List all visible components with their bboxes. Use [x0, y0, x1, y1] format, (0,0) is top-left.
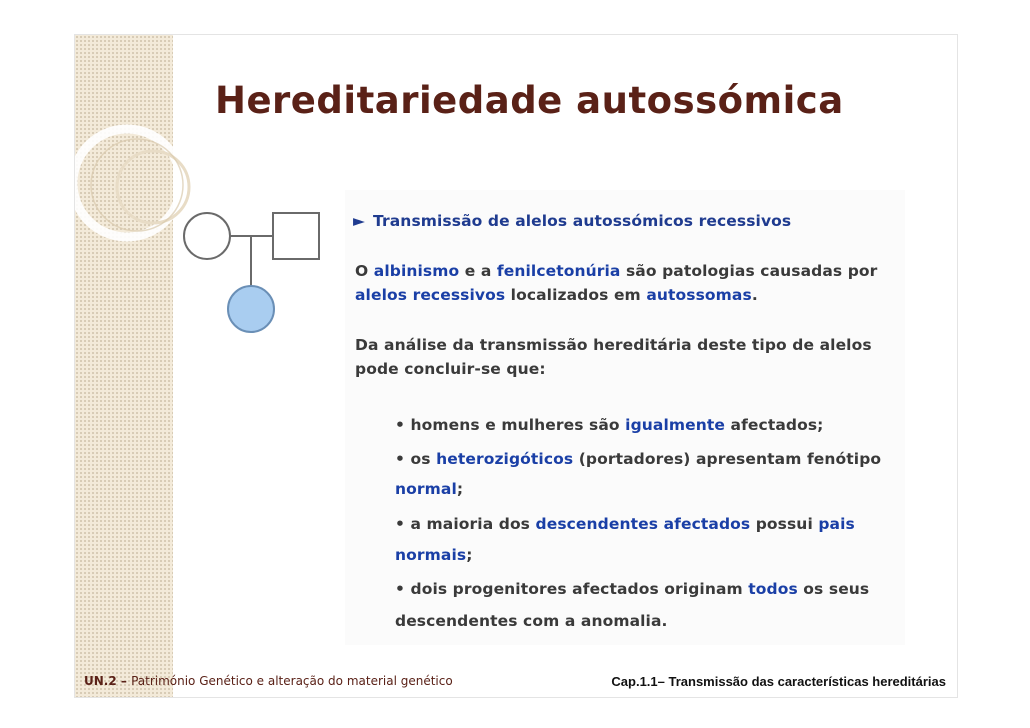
pedigree-diagram	[175, 200, 325, 340]
footer	[84, 672, 946, 692]
slide	[74, 34, 958, 698]
bullet-4-line1: • dois progenitores afectados originam todos os seus	[395, 580, 870, 598]
bullet-2-line2: normal;	[395, 480, 464, 498]
footer-chapter-label: Cap.1.1– Transmissão das características hereditárias	[611, 674, 946, 689]
paragraph2-line1: Da análise da transmissão hereditária deste tipo de alelos	[355, 336, 872, 354]
footer-unit-label: UN.2 – Património Genético e alteração do material genético	[84, 674, 453, 688]
paragraph1-line1: O albinismo e a fenilcetonúria são patologias causadas por	[355, 262, 878, 280]
bullet-2-line1: • os heterozigóticos (portadores) apresentam fenótipo	[395, 450, 882, 468]
bullet-4-line2: descendentes com a anomalia.	[395, 612, 668, 630]
bullet-3-line2: normais;	[395, 546, 473, 564]
mother-symbol	[184, 213, 230, 259]
bullet-3-line1: • a maioria dos descendentes afectados possui pais	[395, 515, 855, 533]
section-heading: ► Transmissão de alelos autossómicos recessivos	[353, 212, 792, 230]
arrow-bullet-icon: ►	[353, 212, 366, 230]
bullet-1: • homens e mulheres são igualmente afectados;	[395, 416, 824, 434]
slide-title: Hereditariedade autossómica	[215, 79, 844, 122]
father-symbol	[273, 213, 319, 259]
paragraph2-line2: pode concluir-se que:	[355, 360, 546, 378]
affected-child-symbol	[228, 286, 274, 332]
paragraph1-line2: alelos recessivos localizados em autossomas.	[355, 286, 758, 304]
content-panel	[345, 190, 905, 645]
